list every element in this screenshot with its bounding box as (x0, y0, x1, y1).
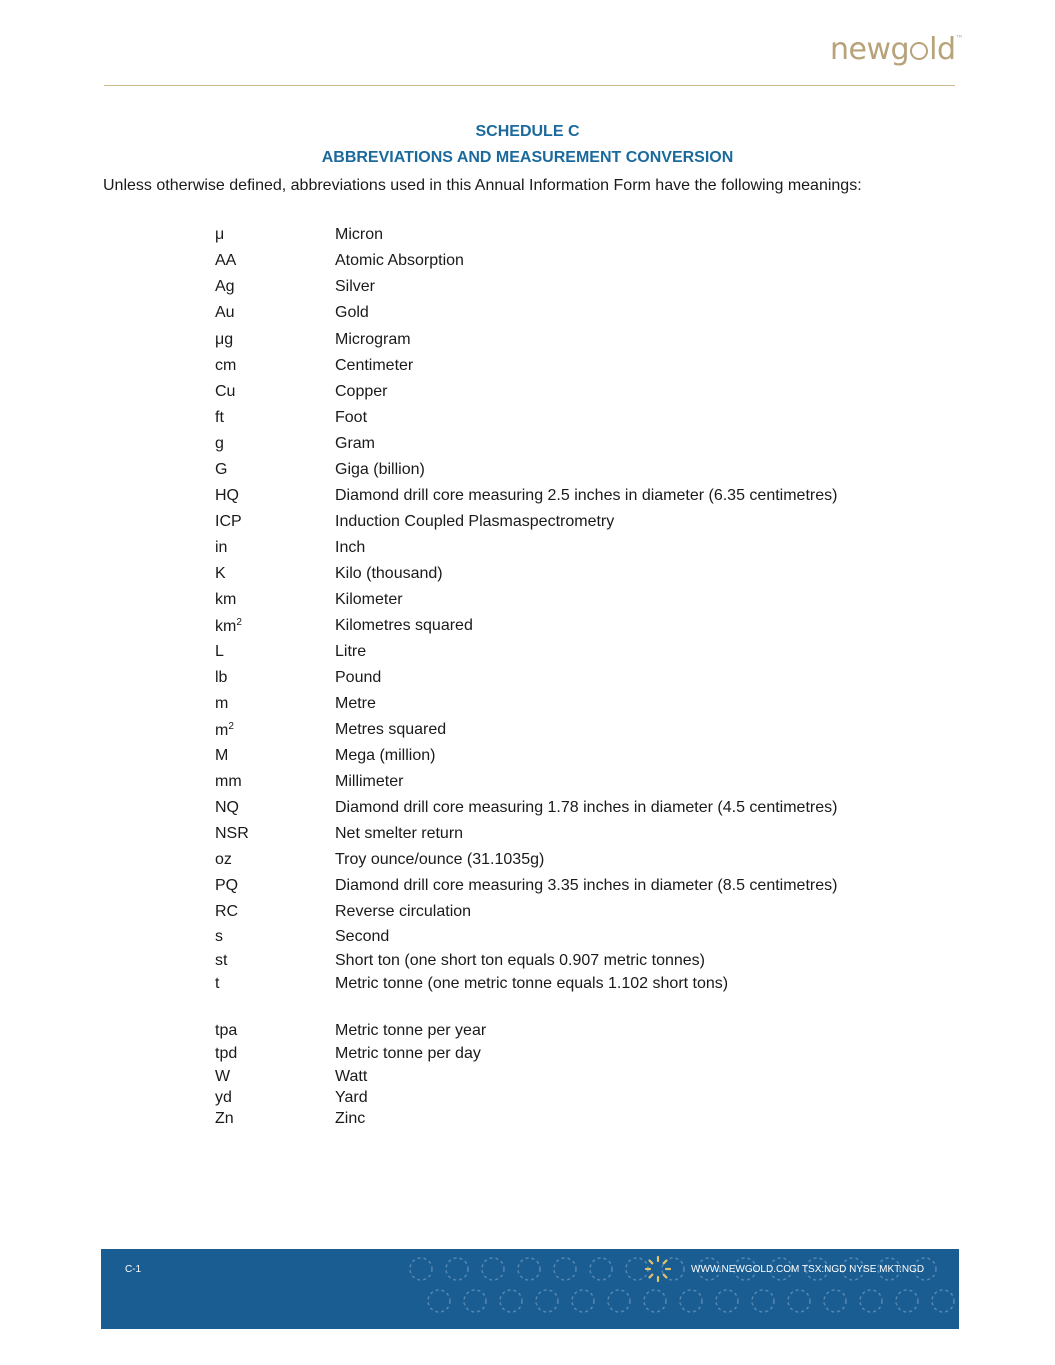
abbreviation-term (215, 461, 227, 479)
abbreviation-meaning: Second (335, 928, 390, 945)
abbreviation-term-text: m (215, 722, 229, 739)
abbreviation-term-text: in (215, 539, 228, 556)
abbreviation-meaning: Atomic Absorption (335, 252, 464, 269)
abbreviation-term (215, 383, 235, 401)
abbreviation-term (215, 1110, 234, 1128)
abbreviation-term (215, 799, 239, 817)
abbreviation-term-text: km (215, 618, 237, 635)
abbreviation-term-text: μg (215, 331, 234, 348)
abbreviation-term (215, 1068, 230, 1086)
abbreviation-meaning: Short ton (one short ton equals 0.907 metric tonnes) (335, 952, 705, 969)
abbreviation-meaning: Troy ounce/ounce (31.1035g) (335, 851, 545, 868)
abbreviation-term-text: lb (215, 669, 228, 686)
abbreviation-term-text: s (215, 928, 223, 945)
logo-trademark: ™ (955, 34, 963, 43)
abbreviation-meaning: Induction Coupled Plasmaspectrometry (335, 513, 615, 530)
abbreviation-term-text: HQ (215, 487, 239, 504)
abbreviation-term (215, 252, 236, 270)
abbreviation-term-text: tpd (215, 1045, 238, 1062)
abbreviation-term-text: NQ (215, 799, 239, 816)
abbreviation-term-text: μ (215, 226, 225, 243)
abbreviation-term (215, 928, 223, 946)
abbreviation-term-text: AA (215, 252, 237, 269)
abbreviation-meaning: Yard (335, 1089, 368, 1106)
abbreviation-term (215, 304, 235, 322)
abbreviation-term-text: mm (215, 773, 242, 790)
abbreviation-term-text: L (215, 643, 224, 660)
abbreviation-meaning: Gold (335, 304, 369, 321)
abbreviation-term-text: ft (215, 409, 224, 426)
abbreviation-term (215, 721, 234, 740)
newgold-emblem-icon (643, 1254, 673, 1284)
abbreviation-meaning: Diamond drill core measuring 1.78 inches in diameter (4.5 centimetres) (335, 799, 838, 816)
abbreviation-term (215, 435, 224, 453)
abbreviation-term-text: cm (215, 357, 237, 374)
header-divider (104, 85, 955, 86)
page-footer (101, 1249, 959, 1329)
abbreviation-term (215, 565, 226, 583)
abbreviation-term (215, 278, 235, 296)
logo-text-end: ld (929, 32, 956, 67)
abbreviation-term-text: G (215, 461, 228, 478)
abbreviation-term-text: st (215, 952, 228, 969)
abbreviation-meaning: Micron (335, 226, 384, 243)
abbreviation-meaning: Metre (335, 695, 376, 712)
abbreviation-term-text: ICP (215, 513, 242, 530)
abbreviation-term (215, 226, 224, 244)
abbreviation-term (215, 643, 224, 661)
abbreviation-term-text: km (215, 591, 237, 608)
abbreviation-meaning: Microgram (335, 331, 411, 348)
abbreviation-meaning: Watt (335, 1068, 368, 1085)
abbreviation-term-text: Cu (215, 383, 236, 400)
schedule-subtitle: ABBREVIATIONS AND MEASUREMENT CONVERSION (321, 149, 734, 166)
abbreviation-meaning: Pound (335, 669, 382, 686)
abbreviation-meaning: Kilo (thousand) (335, 565, 443, 582)
abbreviation-term (215, 617, 242, 636)
abbreviation-term (215, 975, 219, 993)
abbreviation-meaning: Diamond drill core measuring 3.35 inches in diameter (8.5 centimetres) (335, 877, 838, 894)
abbreviation-term-text: Zn (215, 1110, 234, 1127)
abbreviation-meaning: Zinc (335, 1110, 366, 1127)
abbreviation-term (215, 409, 224, 427)
abbreviation-meaning: Silver (335, 278, 376, 295)
abbreviation-term (215, 825, 249, 843)
abbreviation-term (215, 1045, 237, 1063)
abbreviation-term-text: yd (215, 1089, 232, 1106)
abbreviation-term (215, 747, 228, 765)
abbreviation-term-text: K (215, 565, 226, 582)
abbreviation-term (215, 591, 236, 609)
abbreviation-term (215, 513, 242, 531)
schedule-title: SCHEDULE C (475, 123, 580, 140)
abbreviation-term (215, 1089, 232, 1107)
abbreviation-term (215, 952, 227, 970)
abbreviation-term (215, 669, 227, 687)
abbreviation-meaning: Metric tonne (one metric tonne equals 1.102 short tons) (335, 975, 729, 992)
abbreviation-meaning: Metric tonne per year (335, 1022, 487, 1039)
abbreviation-meaning: Copper (335, 383, 388, 400)
abbreviation-superscript: 2 (236, 617, 242, 628)
abbreviation-meaning: Diamond drill core measuring 2.5 inches in diameter (6.35 centimetres) (335, 487, 838, 504)
abbreviation-term-text: oz (215, 851, 232, 868)
abbreviation-meaning: Reverse circulation (335, 903, 472, 920)
abbreviation-term (215, 851, 232, 869)
logo-text-start: newg (830, 32, 910, 67)
abbreviation-term (215, 877, 238, 895)
abbreviation-term-text: t (215, 975, 220, 992)
logo-ring-icon (910, 42, 928, 60)
abbreviation-meaning: Gram (335, 435, 375, 452)
abbreviation-term-text: RC (215, 903, 239, 920)
abbreviation-term (215, 695, 228, 713)
abbreviation-term (215, 773, 242, 791)
abbreviation-term (215, 903, 238, 921)
abbreviation-meaning: Kilometres squared (335, 617, 473, 634)
abbreviation-meaning: Inch (335, 539, 366, 556)
newgold-logo (830, 32, 963, 67)
abbreviation-meaning: Kilometer (335, 591, 403, 608)
footer-pattern (401, 1249, 959, 1329)
abbreviation-term-text: Au (215, 304, 235, 321)
abbreviation-term-text: g (215, 435, 224, 452)
intro-paragraph: Unless otherwise defined, abbreviations used in this Annual Information Form have the following meanings: (103, 177, 862, 194)
abbreviation-term-text: W (215, 1068, 231, 1085)
abbreviation-meaning: Foot (335, 409, 368, 426)
abbreviation-meaning: Mega (million) (335, 747, 436, 764)
abbreviation-superscript: 2 (228, 721, 234, 732)
abbreviation-meaning: Net smelter return (335, 825, 464, 842)
footer-site-text: WWW.NEWGOLD.COM TSX:NGD NYSE MKT:NGD (691, 1264, 925, 1275)
abbreviation-term (215, 539, 227, 557)
abbreviation-meaning: Giga (billion) (335, 461, 425, 478)
abbreviation-term-text: tpa (215, 1022, 238, 1039)
page-number: C-1 (125, 1264, 142, 1275)
abbreviation-term (215, 357, 236, 375)
abbreviation-term-text: NSR (215, 825, 249, 842)
abbreviation-meaning: Centimeter (335, 357, 414, 374)
abbreviation-meaning: Metres squared (335, 721, 447, 738)
abbreviation-term-text: M (215, 747, 229, 764)
abbreviation-term (215, 487, 239, 505)
abbreviation-meaning: Litre (335, 643, 367, 660)
abbreviation-term (215, 1022, 237, 1040)
abbreviation-term-text: Ag (215, 278, 235, 295)
abbreviation-meaning: Millimeter (335, 773, 404, 790)
abbreviation-meaning: Metric tonne per day (335, 1045, 481, 1062)
abbreviation-term-text: PQ (215, 877, 239, 894)
abbreviation-term (215, 331, 233, 349)
abbreviation-term-text: m (215, 695, 229, 712)
